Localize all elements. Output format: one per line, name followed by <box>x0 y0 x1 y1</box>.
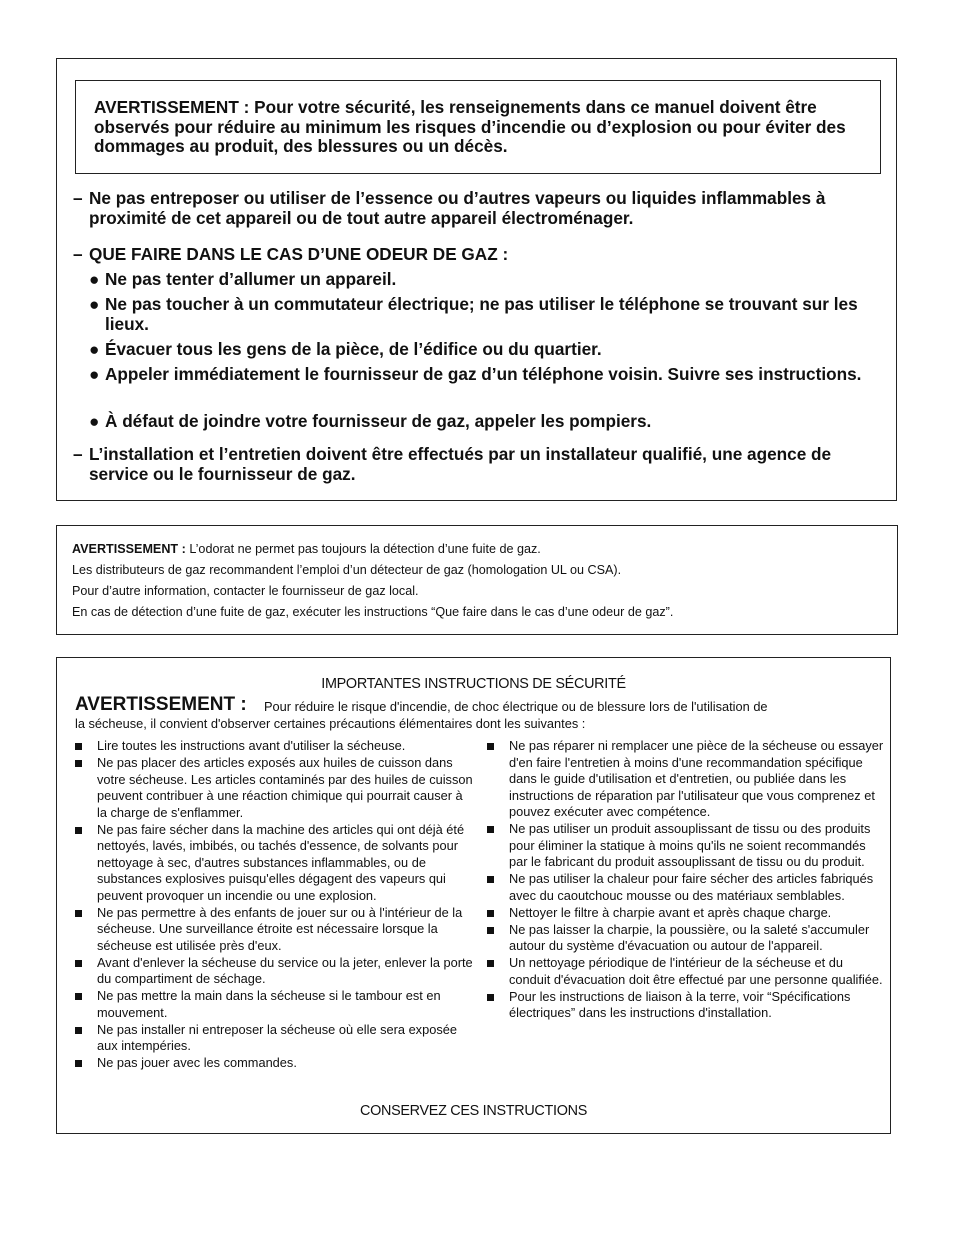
intro-text-line1: Pour réduire le risque d'incendie, de choc électrique ou de blessure lors de l'utilisation de <box>264 699 768 714</box>
bullet-marker: ● <box>89 411 100 431</box>
list-item <box>487 989 885 1022</box>
square-bullet-icon <box>487 910 494 917</box>
list-item-text: Ne pas placer des articles exposés aux huiles de cuisson dans votre sécheuse. Les articles contaminés par des huiles de cuisson peuvent contribuer à une réaction chimique qui pourrait causer à la charge de s'enflammer. <box>97 755 473 820</box>
list-item <box>487 922 885 955</box>
gas-odor-bullet <box>89 340 879 360</box>
list-item-text: Ne pas permettre à des enfants de jouer sur ou à l'intérieur de la sécheuse. Une surveillance étroite est nécessaire lorsque la sécheuse est utilisée près d'eux. <box>97 904 463 953</box>
square-bullet-icon <box>487 994 494 1001</box>
dash-marker: – <box>73 444 83 464</box>
right-instructions-column <box>487 738 885 1022</box>
square-bullet-icon <box>75 960 82 967</box>
list-item <box>75 988 475 1021</box>
list-item <box>75 905 475 955</box>
list-item-text: Ne pas mettre la main dans la sécheuse si le tambour est en mouvement. <box>97 988 441 1020</box>
square-bullet-icon <box>487 826 494 833</box>
list-item <box>75 822 475 905</box>
square-bullet-icon <box>75 1027 82 1034</box>
list-item <box>75 738 475 755</box>
intro-text-line2: la sécheuse, il convient d'observer certaines précautions élémentaires dont les suivantes : <box>75 716 586 731</box>
square-bullet-icon <box>487 743 494 750</box>
detector-recommendation-line: Les distributeurs de gaz recommandent l’emploi d’un détecteur de gaz (homologation UL ou CSA). <box>72 563 622 577</box>
odor-warning-text: L’odorat ne permet pas toujours la détection d’une fuite de gaz. <box>189 542 541 556</box>
installation-item <box>73 445 873 484</box>
list-item <box>487 738 885 821</box>
square-bullet-icon <box>487 960 494 967</box>
gas-odor-bullet <box>89 412 879 432</box>
gas-detector-warning-box <box>56 525 898 635</box>
square-bullet-icon <box>487 927 494 934</box>
list-item <box>75 1055 475 1072</box>
gas-odor-bullet <box>89 270 879 290</box>
bullet-marker: ● <box>89 269 100 289</box>
gas-odor-bullet <box>89 295 879 334</box>
list-item <box>487 905 885 922</box>
square-bullet-icon <box>75 993 82 1000</box>
list-item <box>487 821 885 871</box>
dash-marker: – <box>73 188 83 208</box>
list-item <box>75 955 475 988</box>
list-item-text: Ne pas réparer ni remplacer une pièce de la sécheuse ou essayer d'en faire l'entretien à moins d'une recommandation spécifique dans le guide d'utilisation et d'entretien, ou publiée dans les instructions de réparation par l'utilisateur que vous comprenez et pouvez exécuter avec compétence. <box>509 738 884 819</box>
list-item <box>487 871 885 904</box>
gas-odor-heading-item <box>73 245 873 265</box>
contact-supplier-line: Pour d’autre information, contacter le fournisseur de gaz local. <box>72 584 419 598</box>
leak-instructions-line: En cas de détection d’une fuite de gaz, exécuter les instructions “Que faire dans le cas d’une odeur de gaz”. <box>72 605 674 619</box>
safety-instructions-title: IMPORTANTES INSTRUCTIONS DE SÉCURITÉ <box>321 676 626 692</box>
flammable-liquids-item <box>73 189 873 228</box>
list-item-text: Pour les instructions de liaison à la terre, voir “Spécifications électriques” dans les instructions d'installation. <box>509 988 851 1020</box>
list-item-text: Ne pas jouer avec les commandes. <box>97 1055 297 1070</box>
bullet-marker: ● <box>89 294 100 314</box>
installation-text: L’installation et l’entretien doivent être effectués par un installateur qualifié, une agence de service ou le fournisseur de gaz. <box>89 444 832 484</box>
gas-odor-bullet <box>89 365 879 385</box>
list-item-text: Un nettoyage périodique de l'intérieur de la sécheuse et du conduit d'évacuation doit être effectué par une personne qualifiée. <box>509 955 883 987</box>
gas-odor-bullet-text: Évacuer tous les gens de la pièce, de l’édifice ou du quartier. <box>105 339 602 359</box>
list-item-text: Nettoyer le filtre à charpie avant et après chaque charge. <box>509 904 832 920</box>
list-item <box>75 755 475 821</box>
list-item-text: Ne pas utiliser la chaleur pour faire sécher des articles fabriqués avec du caoutchouc mousse ou des matériaux semblables. <box>509 871 874 903</box>
gas-odor-bullet-text: Ne pas toucher à un commutateur électrique; ne pas utiliser le téléphone se trouvant sur les lieux. <box>105 294 858 334</box>
dash-marker: – <box>73 244 83 264</box>
bullet-marker: ● <box>89 364 100 384</box>
list-item-text: Lire toutes les instructions avant d'utiliser la sécheuse. <box>97 738 406 753</box>
list-item-text: Ne pas faire sécher dans la machine des articles qui ont déjà été nettoyés, lavés, imbibés, ou tachés d'essence, de solvants pour nettoyage à sec, d'autres substances inflammables, ou de substances explosives puisqu'elles dégagent des vapeurs qui peuvent provoquer un incendie ou une explosion. <box>97 821 465 903</box>
square-bullet-icon <box>75 1060 82 1067</box>
square-bullet-icon <box>75 760 82 767</box>
dryer-safety-box <box>56 657 891 1134</box>
square-bullet-icon <box>75 743 82 750</box>
square-bullet-icon <box>75 827 82 834</box>
list-item-text: Avant d'enlever la sécheuse du service ou la jeter, enlever la porte du compartiment de séchage. <box>97 954 473 986</box>
gas-odor-bullet-text: Appeler immédiatement le fournisseur de gaz d’un téléphone voisin. Suivre ses instructions. <box>105 364 862 384</box>
list-item-text: Ne pas utiliser un produit assouplissant de tissu ou des produits pour éliminer la statique à moins qu'ils ne soient recommandés par le fabricant du produit assouplissant de tissu ou du produit. <box>509 821 871 869</box>
left-instructions-column <box>75 738 475 1072</box>
gas-warning-box <box>56 58 897 501</box>
keep-instructions-footer: CONSERVEZ CES INSTRUCTIONS <box>359 1103 587 1119</box>
list-item <box>487 955 885 988</box>
warning-label: AVERTISSEMENT : <box>72 542 186 556</box>
odor-warning-line <box>72 542 541 557</box>
list-item <box>75 1022 475 1055</box>
square-bullet-icon <box>487 876 494 883</box>
gas-odor-heading: QUE FAIRE DANS LE CAS D’UNE ODEUR DE GAZ : <box>89 244 509 264</box>
bullet-marker: ● <box>89 339 100 359</box>
gas-odor-bullet-text: À défaut de joindre votre fournisseur de gaz, appeler les pompiers. <box>105 411 652 431</box>
warning-heading: AVERTISSEMENT : <box>75 694 247 715</box>
square-bullet-icon <box>75 910 82 917</box>
gas-odor-bullet-text: Ne pas tenter d’allumer un appareil. <box>105 269 397 289</box>
list-item-text: Ne pas laisser la charpie, la poussière, ou la saleté s'accumuler autour du système d'évacuation ou autour de l'appareil. <box>509 921 870 953</box>
safety-warning-banner: AVERTISSEMENT : Pour votre sécurité, les renseignements dans ce manuel doivent être observés pour réduire au minimum les risques d’incendie ou d’explosion ou pour éviter des dommages au produit, des blessures ou un décès. <box>75 80 881 174</box>
flammable-liquids-text: Ne pas entreposer ou utiliser de l’essence ou d’autres vapeurs ou liquides inflammables à proximité de cet appareil ou de tout autre appareil électroménager. <box>89 188 826 228</box>
list-item-text: Ne pas installer ni entreposer la sécheuse où elle sera exposée aux intempéries. <box>97 1021 457 1053</box>
